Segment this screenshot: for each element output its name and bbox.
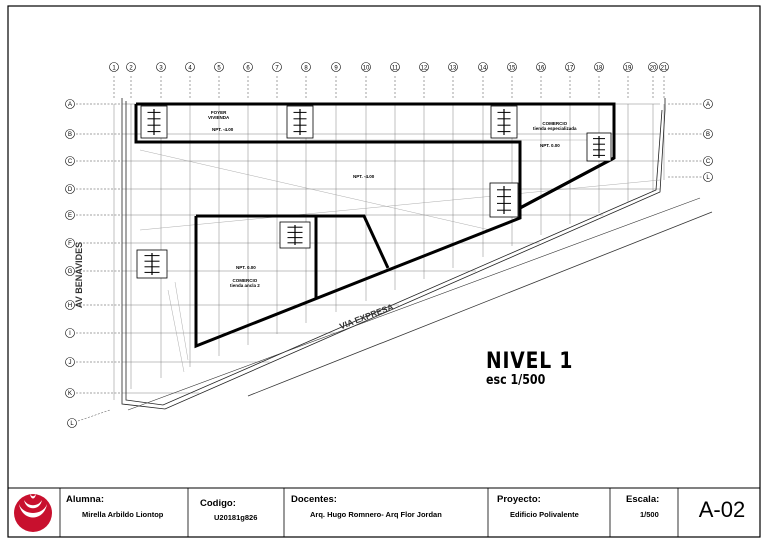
stair-cores	[137, 106, 611, 278]
scale-label: Escala:	[626, 494, 660, 505]
grid-axis-label: 7	[275, 65, 279, 72]
grid-axis-label: A	[67, 102, 73, 109]
room-label-commerce-sw: COMERCIO tienda ancla 2	[230, 278, 260, 288]
level-label-foyer: NPT. -4.00	[212, 127, 234, 132]
grid-axis-label: 1	[112, 65, 116, 72]
scale-value: 1/500	[640, 510, 659, 519]
grid-axis-label: 9	[334, 65, 338, 72]
stair-core	[287, 106, 313, 138]
stair-core	[137, 250, 167, 278]
stair-core	[280, 222, 310, 248]
level-label-commerce-ne: NPT. 0.00	[540, 143, 560, 148]
grid-axis-label: G	[67, 269, 73, 276]
code-label: Codigo:	[200, 498, 236, 509]
grid-axis-label: H	[67, 303, 73, 310]
level-label-commerce-sw: NPT. 0.00	[236, 265, 256, 270]
grid-axis-label: 21	[660, 65, 668, 72]
grid-axis-label: 6	[246, 65, 250, 72]
lower-volume-outline	[196, 208, 520, 346]
grid-axis-label: 19	[624, 65, 632, 72]
grid-axis-label: 5	[217, 65, 221, 72]
stair-core	[490, 183, 518, 217]
grid-axis-label: 11	[391, 65, 399, 72]
grid-axis-label: F	[68, 241, 72, 248]
grid-axis-label: 15	[508, 65, 516, 72]
grid-axis-label: E	[67, 213, 73, 220]
grid-axis-label: C	[67, 159, 73, 166]
room-label-commerce-ne: COMERCIO tienda especializada	[533, 121, 577, 131]
grid-axis-label: 10	[362, 65, 370, 72]
grid-axis-label: 16	[537, 65, 545, 72]
grid-axis-label: 14	[479, 65, 487, 72]
level-label-basement: NPT. -4.00	[353, 174, 375, 179]
grid-axis-label: C	[705, 159, 711, 166]
grid-axis-label: 12	[420, 65, 428, 72]
grid-axis-label: K	[67, 391, 73, 398]
site-outline	[122, 98, 712, 410]
stair-core	[141, 106, 167, 138]
teachers-value: Arq. Hugo Romnero- Arq Flor Jordan	[310, 510, 442, 519]
grid-axis-label: D	[67, 187, 73, 194]
room-label-foyer: FOYER VIVIENDA	[208, 110, 230, 120]
sheet-number: A-02	[698, 497, 746, 522]
drawing-scale: esc 1/500	[486, 373, 546, 388]
grid-axis-label: 3	[159, 65, 163, 72]
code-value: U20181g826	[214, 513, 258, 522]
grid-axis-label: 20	[649, 65, 657, 72]
grid-axis-label: L	[70, 421, 74, 428]
student-label: Alumna:	[66, 494, 104, 505]
grid-axis-label: 4	[188, 65, 192, 72]
grid-axis-label: B	[705, 132, 711, 139]
grid-axis-label: J	[68, 360, 72, 367]
grid-axis-label: 17	[566, 65, 574, 72]
street-label-west: AV BENAVIDES	[74, 241, 85, 309]
grid-axis-label: B	[67, 132, 73, 139]
university-logo	[14, 494, 52, 532]
grid-axis-label: 2	[129, 65, 133, 72]
grid-axis-label: I	[69, 331, 71, 338]
grid-axis-label: L	[706, 175, 710, 182]
grid-axis-label: A	[705, 102, 711, 109]
grid-axis-label: 13	[449, 65, 457, 72]
street-label-south: VIA EXPRESA	[338, 301, 395, 332]
grid-axis-label: 18	[595, 65, 603, 72]
stair-core	[587, 133, 611, 161]
drawing-title: NIVEL 1	[486, 349, 574, 374]
stair-core	[491, 106, 517, 138]
project-label: Proyecto:	[497, 494, 541, 505]
teachers-label: Docentes:	[291, 494, 337, 505]
project-value: Edificio Polivalente	[510, 510, 579, 519]
grid-axis-label: 8	[304, 65, 308, 72]
student-name: Mirella Arbildo Liontop	[82, 510, 164, 519]
